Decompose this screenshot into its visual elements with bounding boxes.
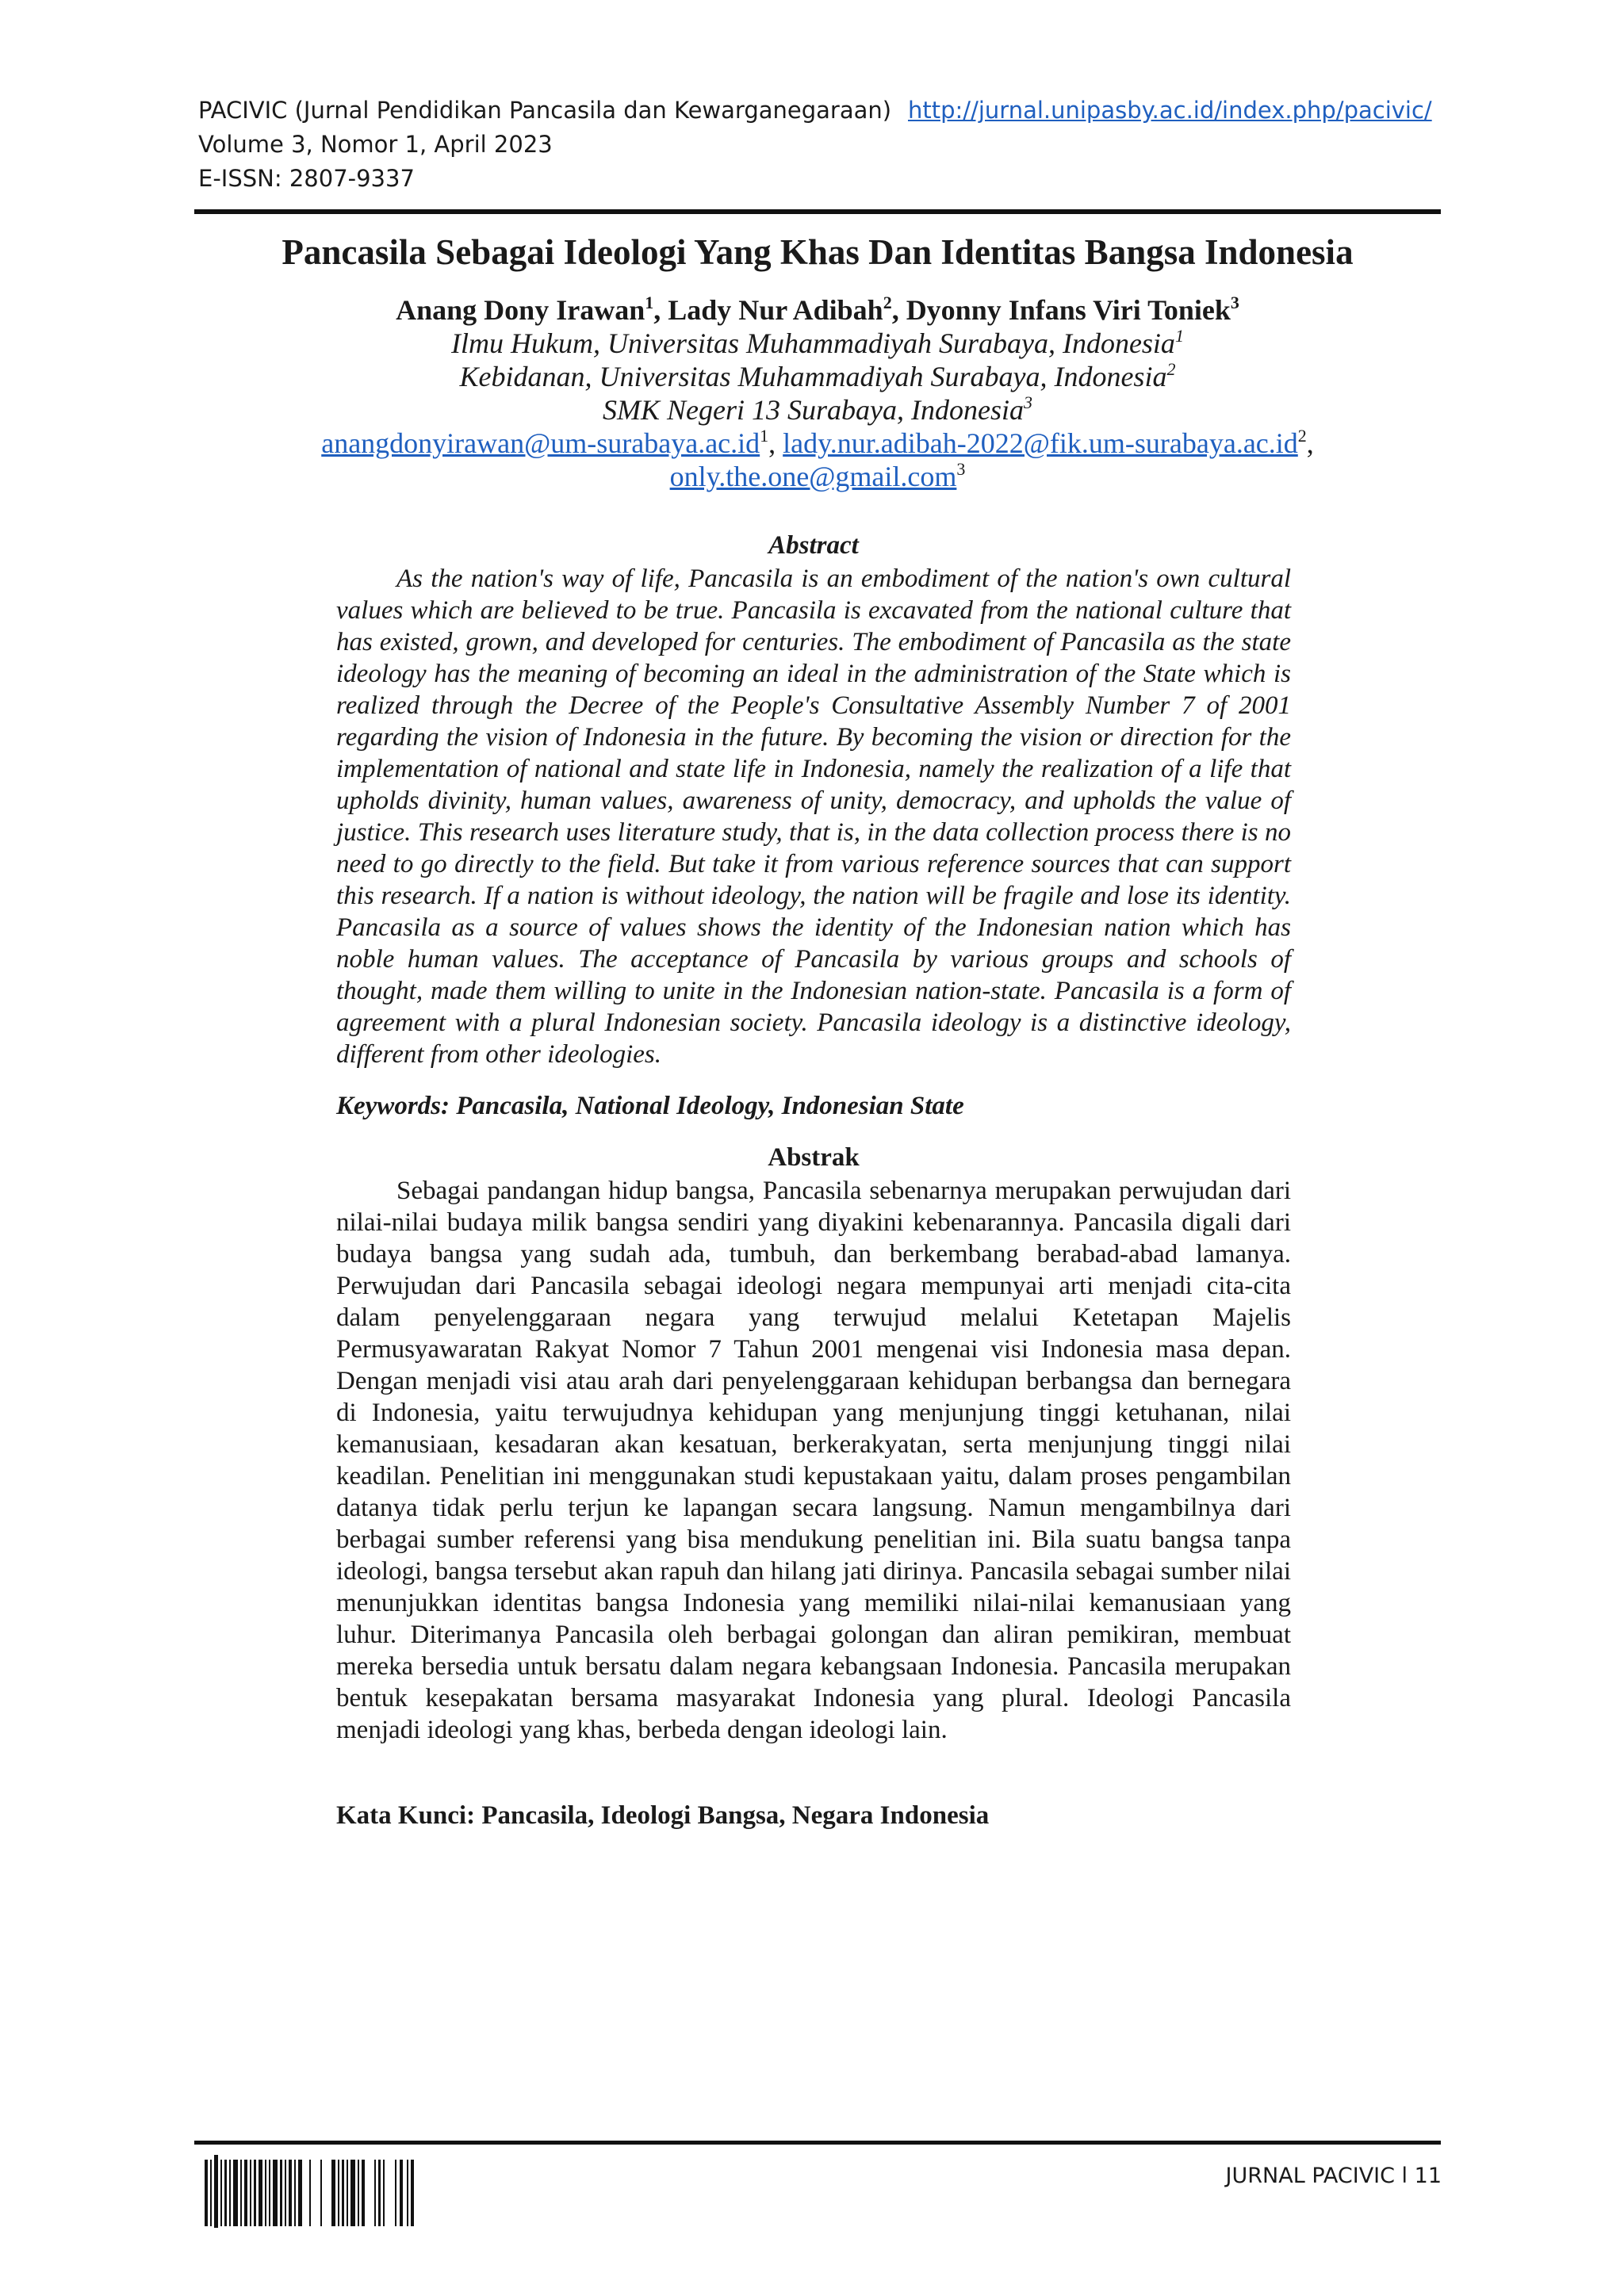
keywords-english: Keywords: Pancasila, National Ideology, Indonesian State [336,1092,964,1120]
affiliation-1: Ilmu Hukum, Universitas Muhammadiyah Surabaya, Indonesia$^1$ [451,326,1184,359]
journal-name: PACIVIC (Jurnal Pendidikan Pancasila dan Kewarganegaraan) [198,97,892,124]
journal-header [198,94,1443,196]
abstract-english [336,530,1291,1070]
author-1: Anang Dony Irawan [396,294,645,326]
email-line-2: only.the.one@gmail.com$^3$ [669,459,966,492]
paper-title: Pancasila Sebagai Ideologi Yang Khas Dan Identitas Bangsa Indonesia [282,232,1354,272]
author-block [194,293,1441,493]
author-2-sup: 2 [883,293,892,312]
abstract-heading: Abstract [768,531,859,560]
affiliation-3: SMK Negeri 13 Surabaya, Indonesia$^3$ [603,392,1032,426]
abstract-body: As the nation's way of life, Pancasila is an embodiment of the nation's own cultural values which are believed to be true. Pancasila is excavated from the national culture that has existed, grown, and developed for centuries. The embodiment of Pancasila as the state ideology has the meaning of becoming an ideal in the administration of the State which is realized through the Decree of the People's Consultative Assembly Number 7 of 2001 regarding the vision of Indonesia in the future. By becoming the vision or direction for the implementation of national and state life in Indonesia, namely the realization of a life that upholds divinity, human values, awareness of unity, democracy, and upholds the value of justice. This research uses literature study, that is, in the data collection process there is no need to go directly to the field. But take it from various reference sources that can support this research. If a nation is without ideology, the nation will be fragile and lose its identity. Pancasila as a source of values shows the identity of the Indonesian nation which has noble human values. The acceptance of Pancasila by various groups and schools of thought, made them willing to unite in the Indonesian nation-state. Pancasila is a form of agreement with a plural Indonesian society. Pancasila ideology is a distinctive ideology, different from other ideologies. [336,564,1291,1069]
abstract-indonesian [336,1142,1291,1746]
journal-issn: E-ISSN: 2807-9337 [198,165,415,192]
abstrak-heading: Abstrak [768,1143,860,1172]
journal-url-link[interactable]: http://jurnal.unipasby.ac.id/index.php/pacivic/ [908,97,1432,124]
journal-volume: Volume 3, Nomor 1, April 2023 [198,131,553,158]
author-3-sup: 3 [1230,293,1239,312]
author-2: Lady Nur Adibah [668,294,883,326]
abstrak-body: Sebagai pandangan hidup bangsa, Pancasila sebenarnya merupakan perwujudan dari nilai-nilai budaya milik bangsa sendiri yang diyakini kebenarannya. Pancasila digali dari budaya bangsa yang sudah ada, tumbuh, dan berkembang berabad-abad lamanya. Perwujudan dari Pancasila sebagai ideologi negara mempunyai arti menjadi cita-cita dalam penyelenggaraan negara yang terwujud melalui Ketetapan Majelis Permusyawaratan Rakyat Nomor 7 Tahun 2001 mengenai visi Indonesia masa depan. Dengan menjadi visi atau arah dari penyelenggaraan kehidupan berbangsa dan bernegara di Indonesia, yaitu terwujudnya kehidupan yang menjunjung tinggi ketuhanan, nilai kemanusiaan, kesadaran akan kesatuan, berkerakyatan, serta menjunjung tinggi nilai keadilan. Penelitian ini menggunakan studi kepustakaan yaitu, dalam proses pengambilan datanya tidak perlu terjun ke lapangan secara langsung. Namun mengambilnya dari berbagai sumber referensi yang bisa mendukung penelitian ini. Bila suatu bangsa tanpa ideologi, bangsa tersebut akan rapuh dan hilang jati dirinya. Pancasila sebagai sumber nilai menunjukkan identitas bangsa Indonesia yang memiliki nilai-nilai kemanusiaan yang luhur. Diterimanya Pancasila oleh berbagai golongan dan aliran pemikiran, membuat mereka bersedia untuk bersatu dalam negara kebangsaan Indonesia. Pancasila merupakan bentuk kesepakatan bersama masyarakat Indonesia yang plural. Ideologi Pancasila menjadi ideologi yang khas, berbeda dengan ideologi lain. [336,1177,1291,1744]
author-3: Dyonny Infans Viri Toniek [906,294,1231,326]
email-link-3[interactable]: only.the.one@gmail.com [669,461,957,492]
barcode-icon [205,2155,415,2228]
footer-divider [194,2141,1441,2145]
author-1-sup: 1 [645,293,654,312]
affiliation-2: Kebidanan, Universitas Muhammadiyah Surabaya, Indonesia$^2$ [459,359,1176,392]
keywords-indonesian: Kata Kunci: Pancasila, Ideologi Bangsa, Negara Indonesia [336,1801,990,1830]
email-link-1[interactable]: anangdonyirawan@um-surabaya.ac.id [321,427,760,459]
footer-page-label: JURNAL PACIVIC l 11 [1225,2164,1442,2188]
author-names: Anang Dony Irawan$^1$, Lady Nur Adibah$^2$, Dyonny Infans Viri Toniek$^3$ [396,293,1239,326]
email-line-1: $anangdonyirawan@um-surabaya.ac.id^1$, $lady.nur.adibah-2022@fik.um-surabaya.ac.id^2$, [321,426,1314,459]
header-divider [194,209,1441,214]
email-link-2[interactable]: lady.nur.adibah-2022@fik.um-surabaya.ac.id [783,427,1298,459]
